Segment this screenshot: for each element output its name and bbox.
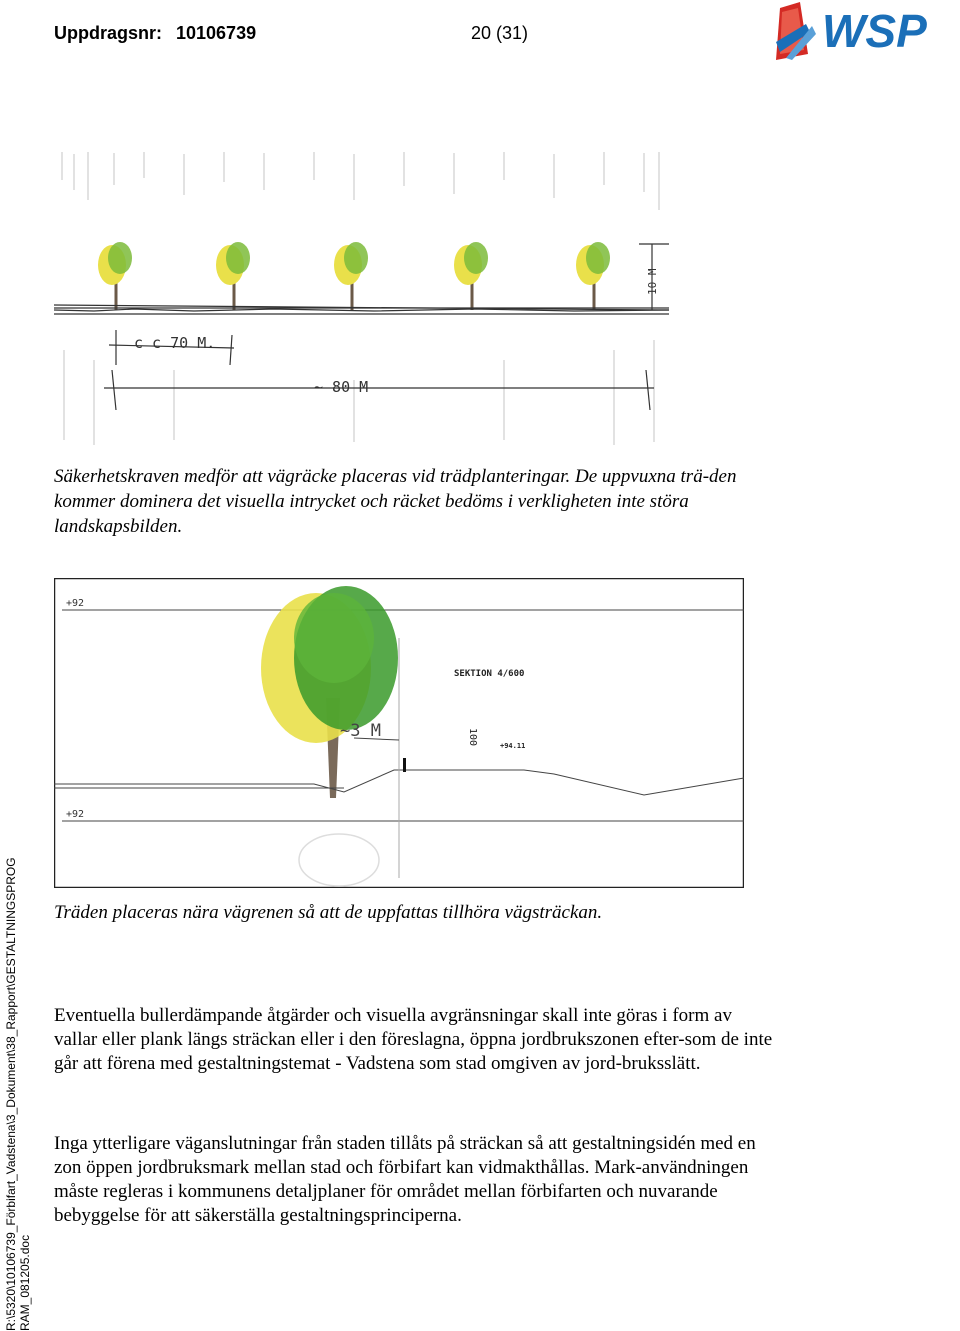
tree-icon-5 [576, 242, 610, 310]
road-section-sketch [54, 578, 744, 888]
order-label: Uppdragsnr: [54, 23, 162, 43]
elevation-road: +94.11 [500, 742, 526, 750]
elevation-bottom: +92 [66, 809, 85, 820]
tree-icon-2 [216, 242, 250, 310]
spacing-label: c c 70 M. [134, 334, 216, 352]
wsp-logo [772, 2, 958, 60]
order-number: 10106739 [176, 23, 257, 43]
distance-label: ~3 M [340, 721, 381, 741]
tree-row-elevation-sketch [54, 150, 674, 450]
tree-icon-1 [98, 242, 132, 310]
station-label: 100 [467, 728, 478, 747]
tree-icon-4 [454, 242, 488, 310]
length-label: ~ 80 M [314, 378, 369, 396]
figure2-caption: Träden placeras nära vägrenen så att de uppfattas tillhöra vägsträckan. [54, 902, 603, 923]
body-paragraph-2: Inga ytterligare väganslutningar från staden tillåts på sträckan så att gestaltningsidén med en zon öppen jordbruksmark mellan stad och förbifart kan vidmakthållas. Mark-användningen måste regleras i kommunens detaljplaner för området mellan förbifarten och nuvarande bebyggelse för att säkerställa gestaltningsprinciperna. [54, 1133, 756, 1226]
file-path-line2: RAM_081205.doc [18, 1234, 32, 1331]
logo-text: WSP [822, 5, 927, 57]
elevation-top: +92 [66, 598, 85, 609]
tree-icon-3 [334, 242, 368, 310]
figure1-caption: Säkerhetskraven medför att vägräcke placeras vid trädplanteringar. De uppvuxna trä-den kommer dominera det visuella intrycket och räcket bedöms i verkligheten inte störa landskapsbilden. [54, 466, 737, 537]
section-label: SEKTION 4/600 [454, 669, 525, 679]
height-label: 10 M [646, 268, 659, 295]
page-indicator: 20 (31) [471, 23, 529, 43]
body-paragraph-1: Eventuella bullerdämpande åtgärder och visuella avgränsningar skall inte göras i form av vallar eller plank längs sträckan eller i den föreslagna, öppna jordbrukszonen efter-som de inte går att förena med gestaltningstemat - Vadstena som stad omgiven av jord-bruksslätt. [54, 1005, 773, 1074]
file-path-sidebar [4, 857, 32, 1331]
file-path-line1: R:\5320\10106739_Förbifart_Vadstena\3_Dokument\38_Rapport\GESTALTNINGSPROG [4, 857, 18, 1331]
